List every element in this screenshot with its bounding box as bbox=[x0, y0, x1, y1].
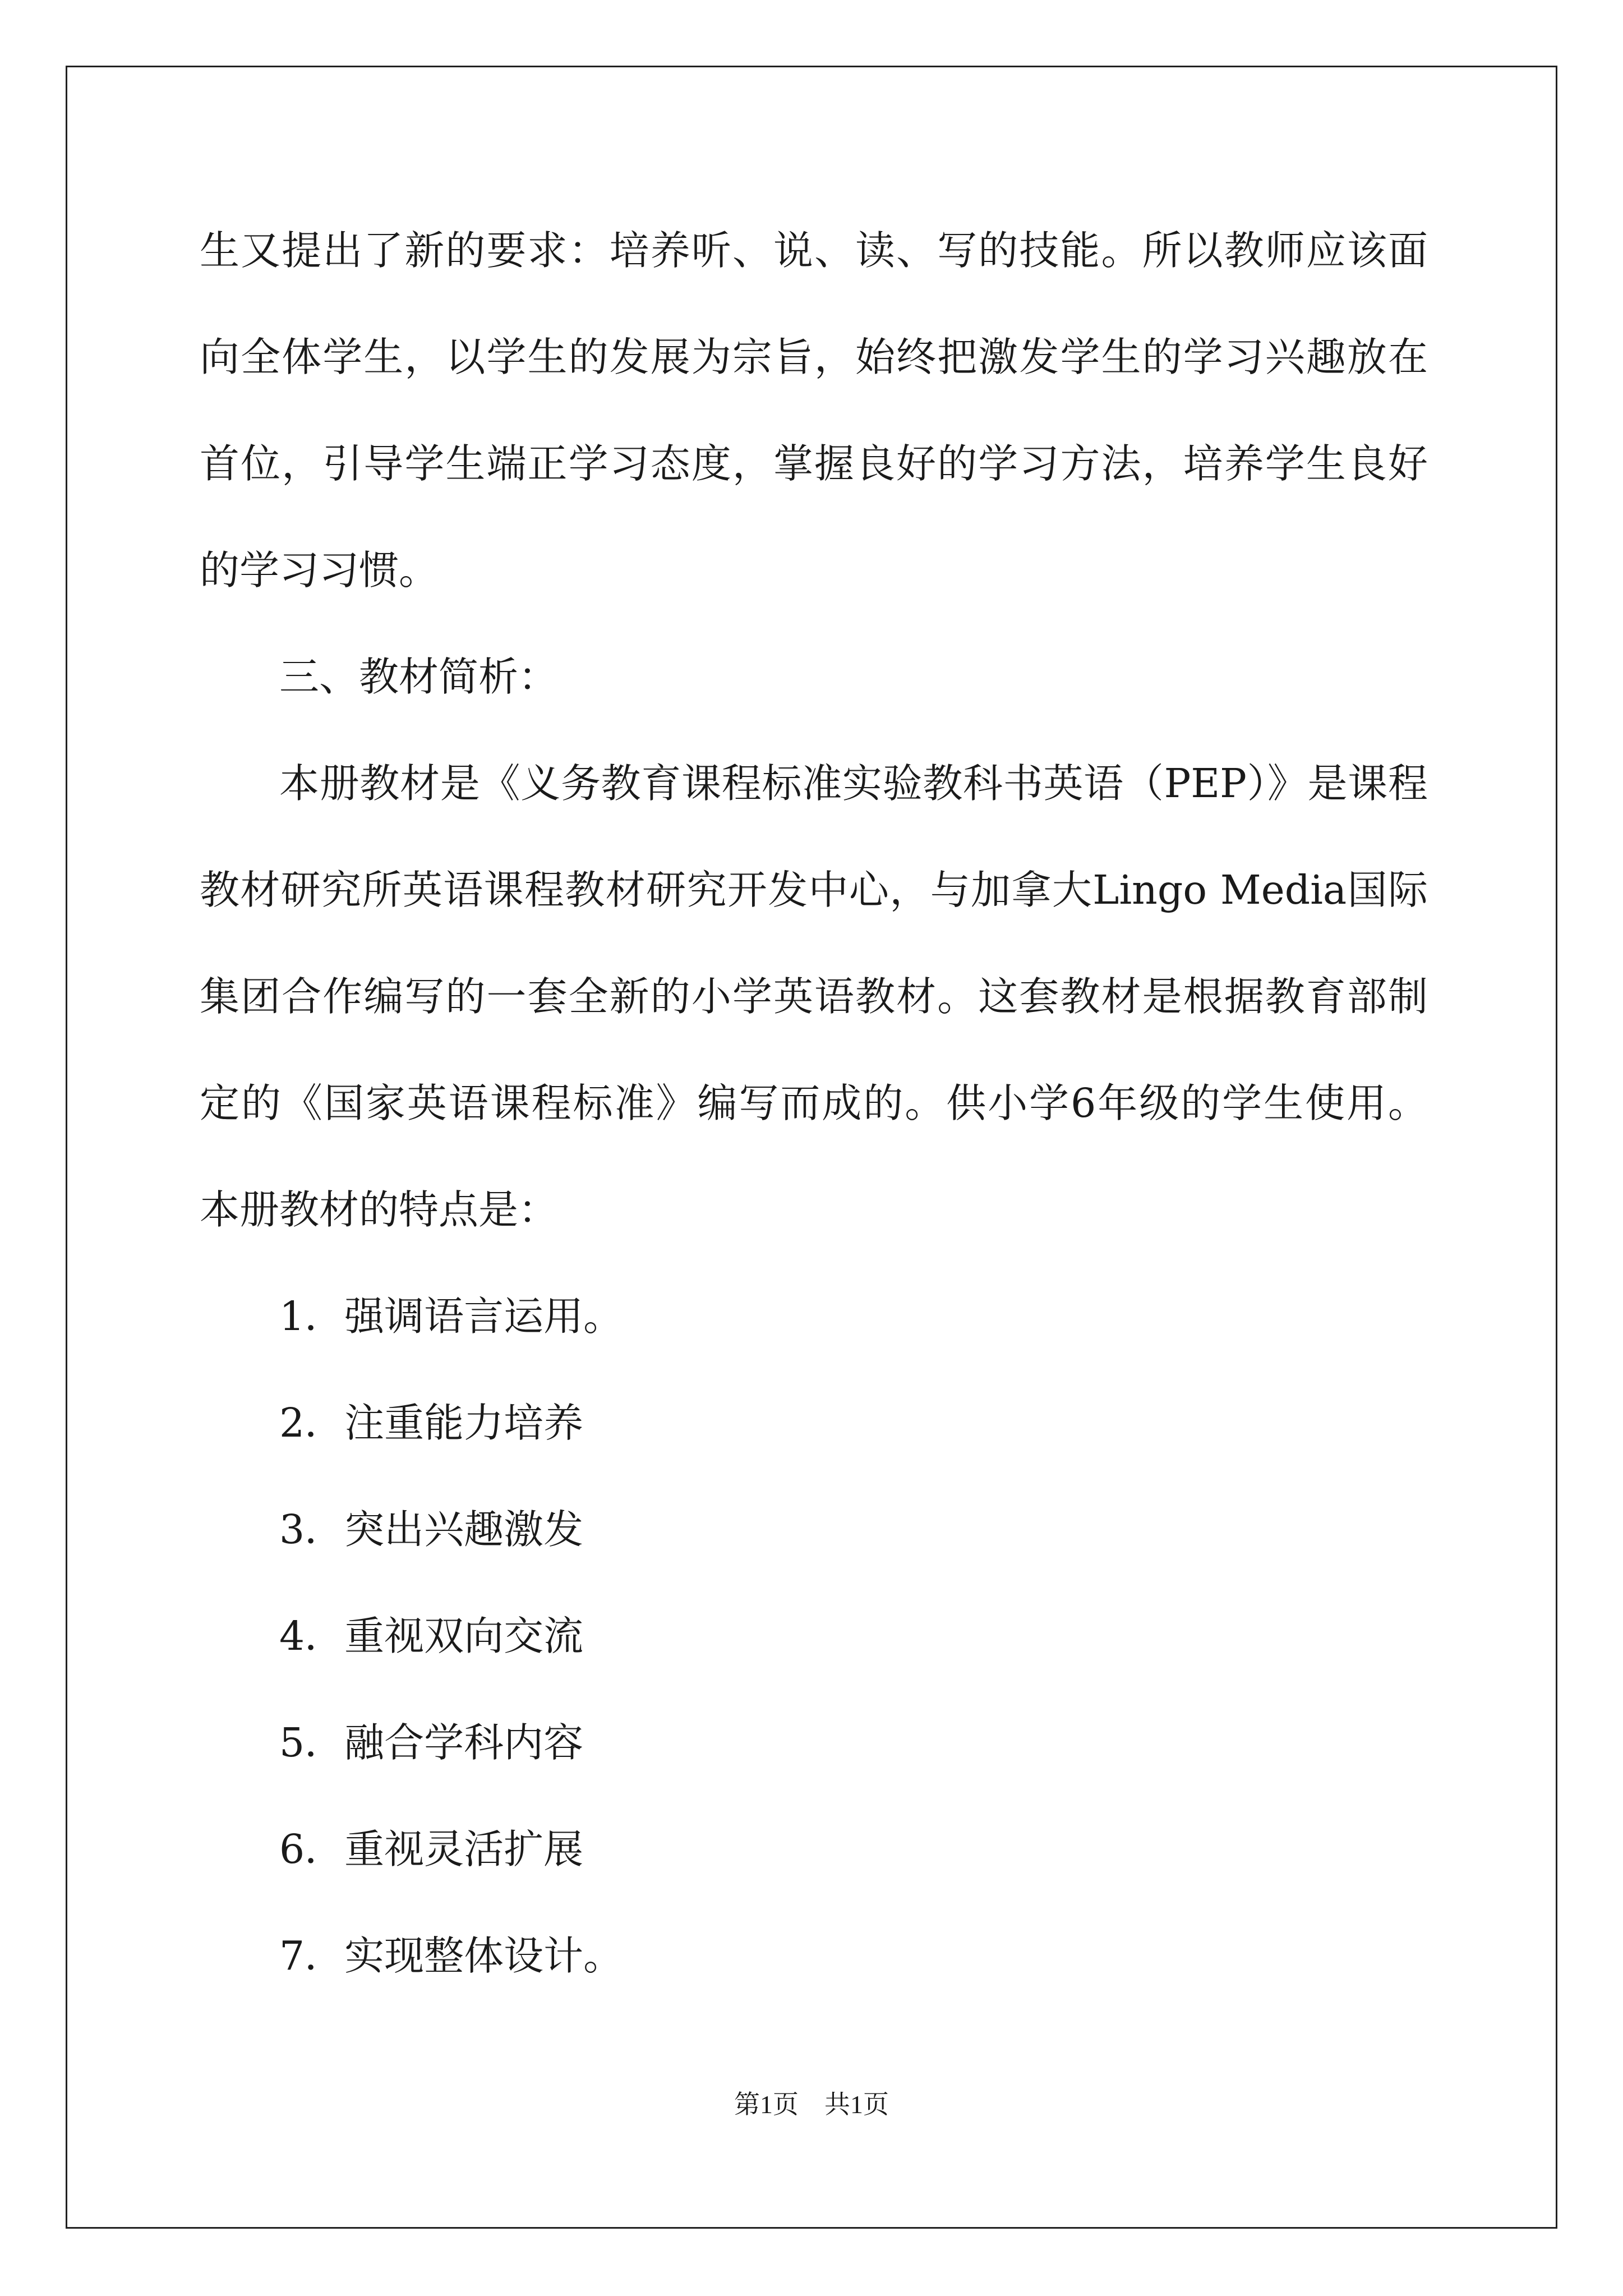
list-item: 1．强调语言运用。 bbox=[279, 1293, 624, 1340]
list-item: 4．重视双向交流 bbox=[279, 1613, 584, 1659]
paragraph-line: 首位，引导学生端正学习态度，掌握良好的学习方法，培养学生良好 bbox=[200, 440, 1428, 487]
paragraph-line: 集团合作编写的一套全新的小学英语教材。这套教材是根据教育部制 bbox=[200, 973, 1428, 1020]
page-border bbox=[66, 66, 1557, 2229]
page-footer: 第1页 共1页 bbox=[734, 2090, 889, 2119]
list-item: 2．注重能力培养 bbox=[279, 1400, 584, 1446]
paragraph-line: 教材研究所英语课程教材研究开发中心，与加拿大Lingo Media国际 bbox=[200, 867, 1428, 913]
paragraph-line: 定的《国家英语课程标准》编写而成的。供小学6年级的学生使用。 bbox=[200, 1080, 1428, 1126]
list-item: 6．重视灵活扩展 bbox=[279, 1826, 584, 1872]
list-item: 7．实现整体设计。 bbox=[279, 1932, 624, 1979]
paragraph-line: 生又提出了新的要求：培养听、说、读、写的技能。所以教师应该面 bbox=[200, 227, 1428, 274]
section-heading: 三、教材简析： bbox=[279, 654, 559, 700]
paragraph-line: 向全体学生，以学生的发展为宗旨，始终把激发学生的学习兴趣放在 bbox=[200, 334, 1428, 380]
list-item: 5．融合学科内容 bbox=[279, 1719, 584, 1766]
paragraph-line: 本册教材是《义务教育课程标准实验教科书英语（PEP）》是课程 bbox=[279, 760, 1428, 807]
paragraph-line: 本册教材的特点是： bbox=[200, 1186, 559, 1233]
paragraph-line: 的学习习惯。 bbox=[200, 547, 439, 593]
list-item: 3．突出兴趣激发 bbox=[279, 1506, 584, 1553]
